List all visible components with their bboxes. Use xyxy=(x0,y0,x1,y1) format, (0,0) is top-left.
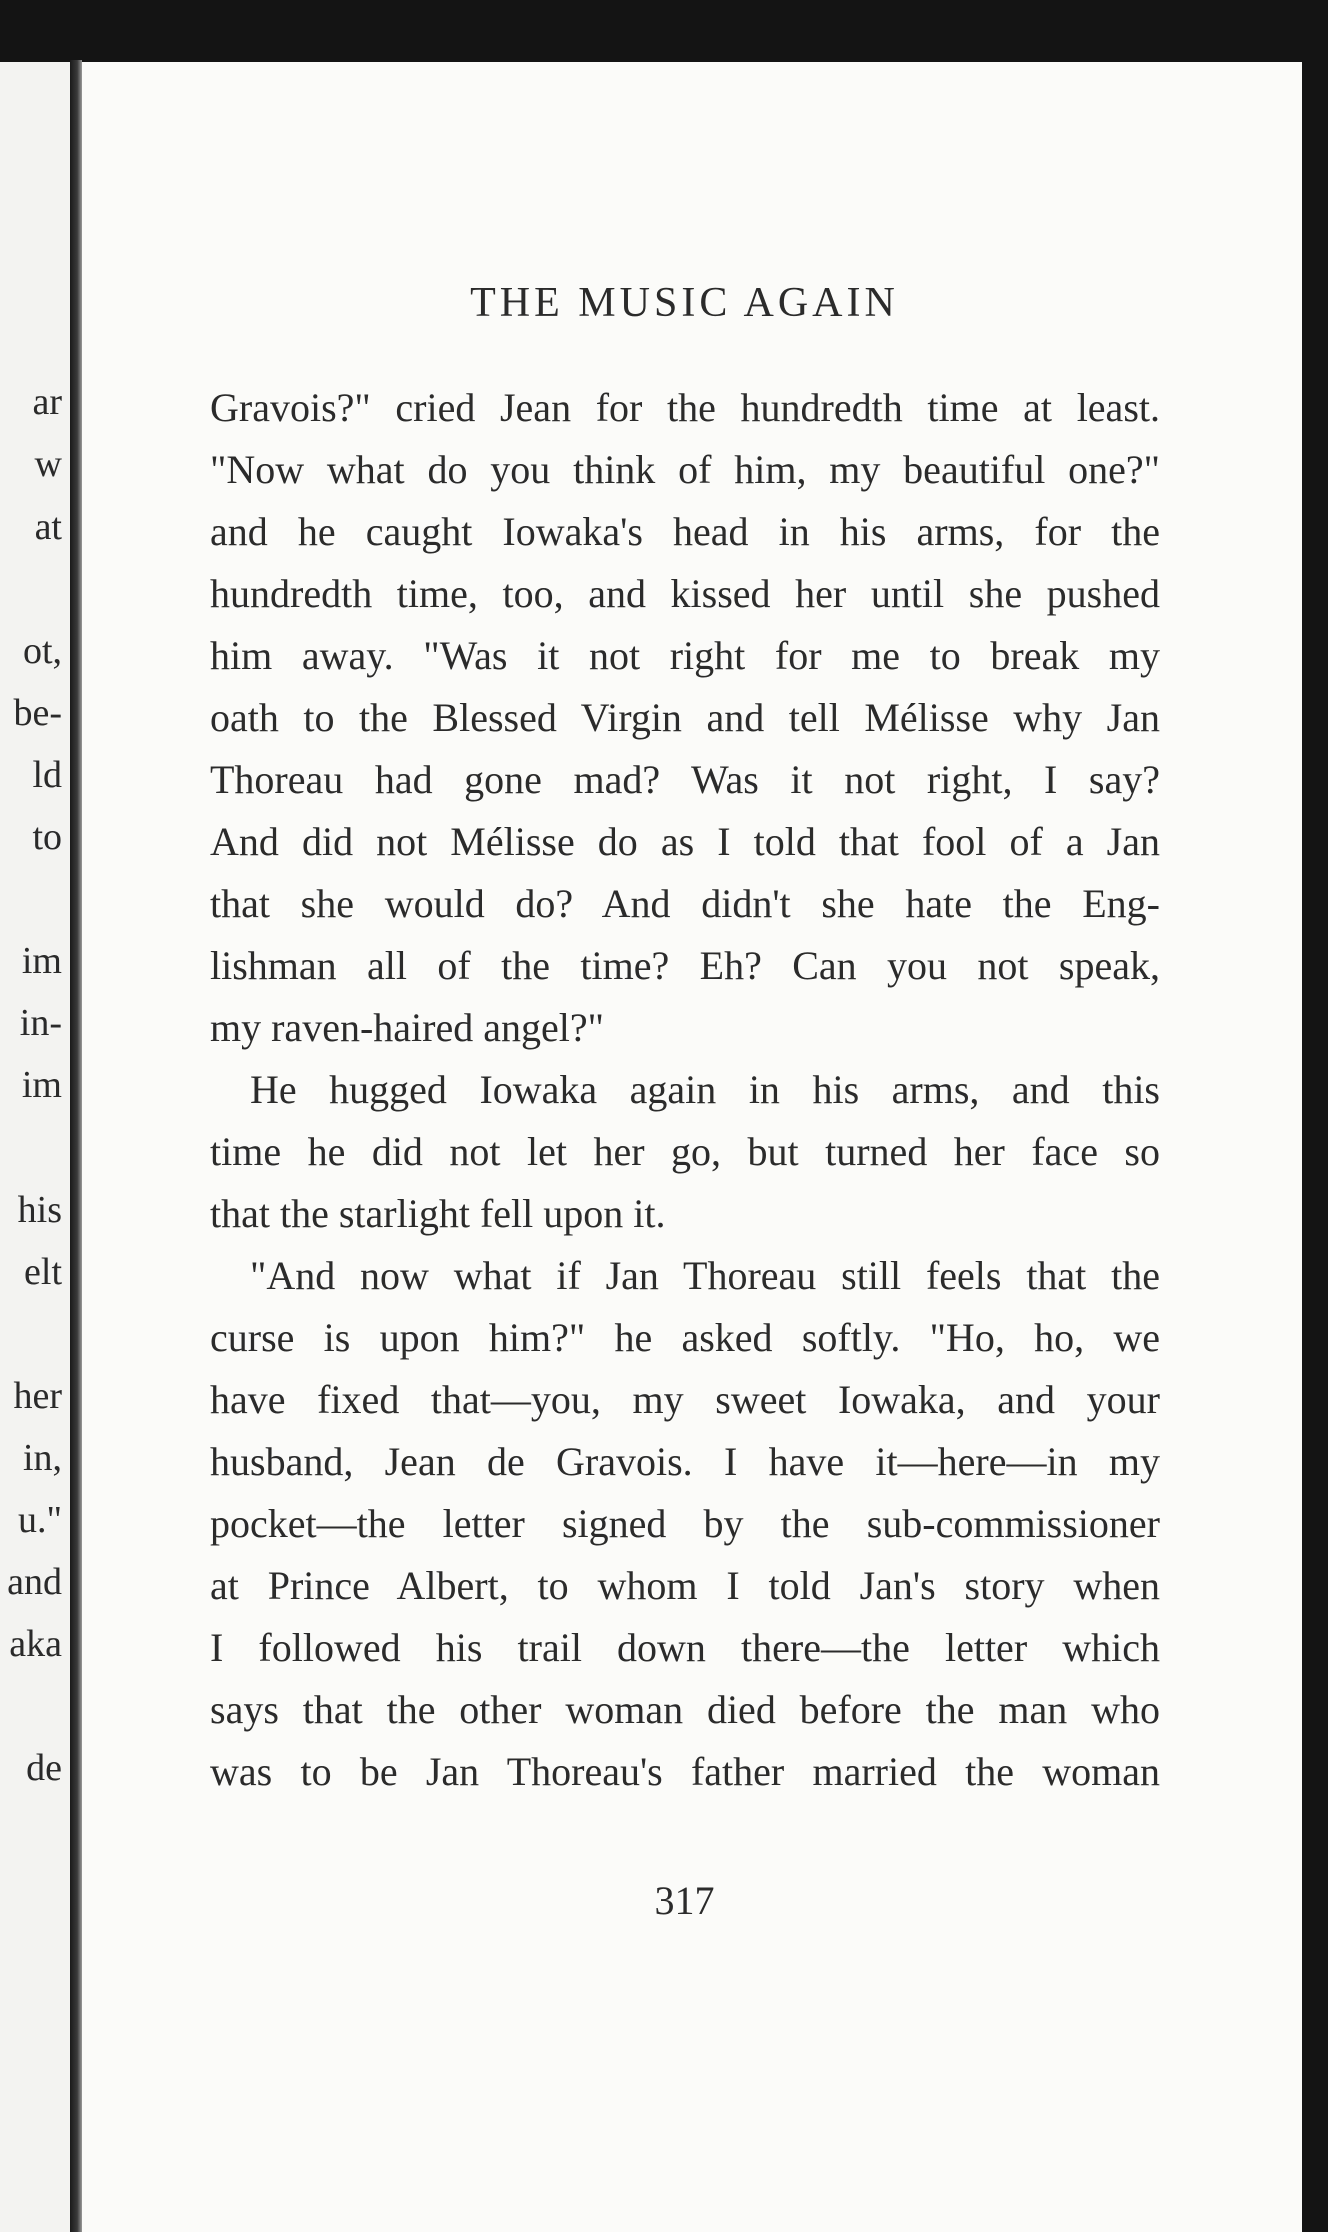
text-line: pocket—the letter signed by the sub-commissioner xyxy=(210,1501,1160,1546)
text-line: lishman all of the time? Eh? Can you not speak, xyxy=(210,943,1160,988)
text-line: at Prince Albert, to whom I told Jan's story when xyxy=(210,1563,1160,1608)
text-line: I followed his trail down there—the letter which xyxy=(210,1625,1160,1670)
text-line: And did not Mélisse do as I told that fool of a Jan xyxy=(210,819,1160,864)
text-line: husband, Jean de Gravois. I have it—here—in my xyxy=(210,1439,1160,1484)
left-page-text: at xyxy=(34,506,62,548)
text-line: was to be Jan Thoreau's father married the woman xyxy=(210,1749,1160,1794)
text-line: him away. "Was it not right for me to break my xyxy=(210,633,1160,678)
book-gutter xyxy=(70,60,82,2232)
left-page-text: w xyxy=(34,443,62,485)
left-page-text: ar xyxy=(32,381,62,423)
text-line: hundredth time, too, and kissed her until she pushed xyxy=(210,571,1160,616)
page-number: 317 xyxy=(654,1878,715,1923)
text-line: that she would do? And didn't she hate the Eng- xyxy=(210,881,1160,926)
text-line: says that the other woman died before the man who xyxy=(210,1687,1160,1732)
text-line: "Now what do you think of him, my beautiful one?" xyxy=(210,447,1160,492)
left-page-text: to xyxy=(32,816,62,858)
left-page-text: de xyxy=(26,1747,62,1789)
left-page-text: and xyxy=(7,1561,62,1603)
left-page-text: u." xyxy=(17,1499,62,1541)
text-line: "And now what if Jan Thoreau still feels that the xyxy=(250,1253,1160,1298)
left-page-text: elt xyxy=(24,1251,62,1293)
left-page-text: be- xyxy=(13,692,62,734)
text-line: He hugged Iowaka again in his arms, and this xyxy=(250,1067,1160,1112)
left-page-text: her xyxy=(13,1375,62,1417)
text-line: that the starlight fell upon it. xyxy=(210,1191,666,1236)
text-line: oath to the Blessed Virgin and tell Mélisse why Jan xyxy=(210,695,1160,740)
left-page-text: im xyxy=(21,1064,62,1106)
text-line: Gravois?" cried Jean for the hundredth time at least. xyxy=(210,385,1160,430)
text-line: curse is upon him?" he asked softly. "Ho, ho, we xyxy=(210,1315,1160,1360)
running-header: THE MUSIC AGAIN xyxy=(470,280,899,326)
left-page-text: ot, xyxy=(22,630,62,672)
text-line: have fixed that—you, my sweet Iowaka, and your xyxy=(210,1377,1160,1422)
book-page xyxy=(82,62,1302,2232)
left-page-text: his xyxy=(17,1189,62,1231)
left-page-text: im xyxy=(21,940,62,982)
text-line: time he did not let her go, but turned her face so xyxy=(210,1129,1160,1174)
left-page-text: aka xyxy=(9,1623,62,1665)
text-line: and he caught Iowaka's head in his arms, for the xyxy=(210,509,1160,554)
text-line: Thoreau had gone mad? Was it not right, I say? xyxy=(210,757,1160,802)
left-page-fragment xyxy=(0,62,70,2232)
left-page-text: ld xyxy=(32,754,62,796)
text-line: my raven-haired angel?" xyxy=(210,1005,604,1050)
left-page-text: in- xyxy=(19,1002,62,1044)
left-page-text: in, xyxy=(22,1437,62,1479)
